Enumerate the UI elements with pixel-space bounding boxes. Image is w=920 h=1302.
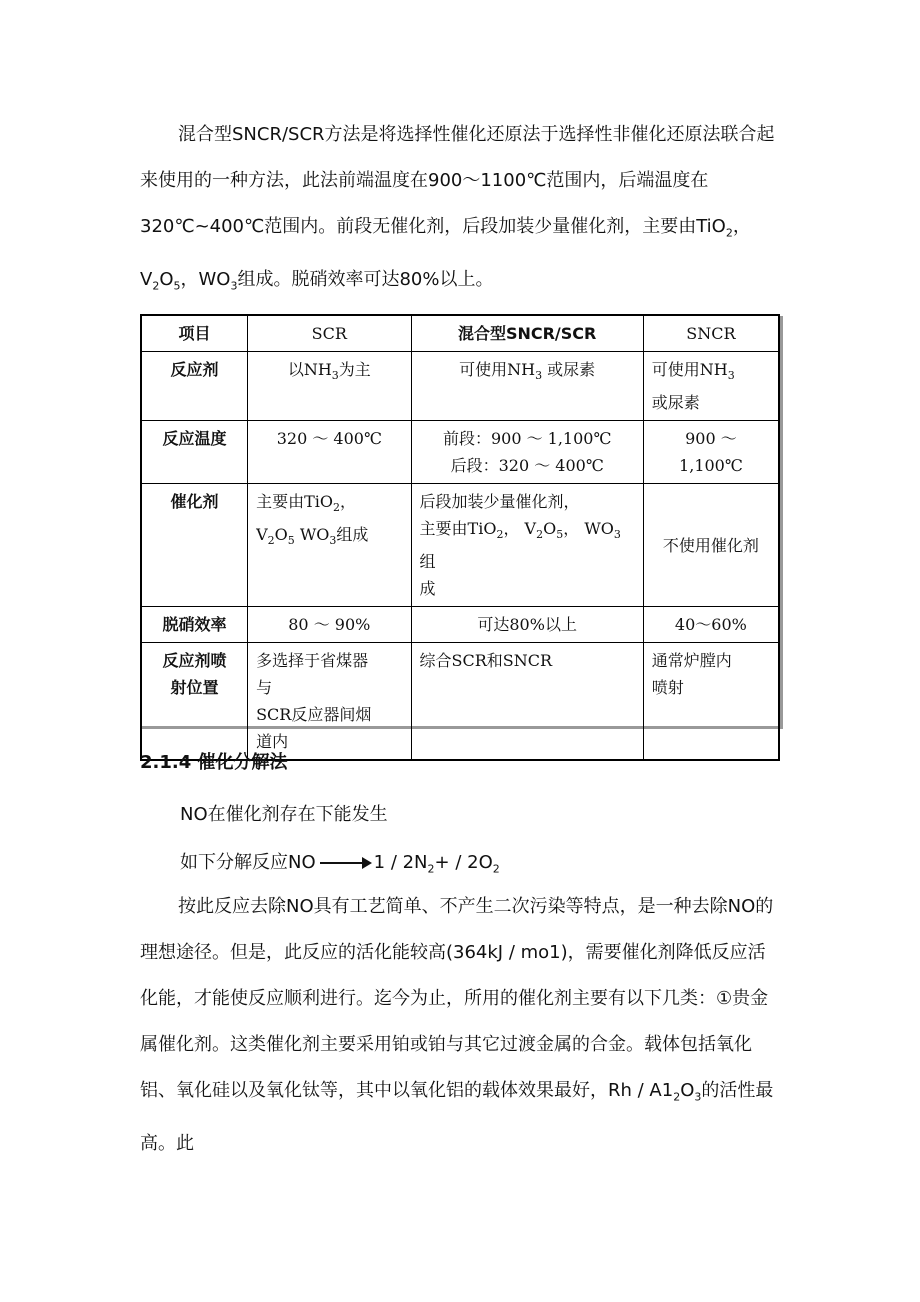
- header-hybrid: 混合型SNCR/SCR: [411, 315, 643, 352]
- table-cell: 后段加装少量催化剂， 主要由TiO$_2$， $V_2O_5$， $WO_3$组 成: [411, 484, 643, 607]
- table-cell: 可使用$NH_3$ 或尿素: [411, 352, 643, 421]
- table-row: [141, 421, 779, 484]
- table-row: [141, 352, 779, 421]
- table-cell: 通常炉膛内 喷射: [643, 643, 779, 761]
- intro-paragraph: 混合型SNCR/SCR方法是将选择性催化还原法于选择性非催化还原法联合起来使用的一种方法，此法前端温度在900～1100℃范围内，后端温度在320℃~400℃范围内。前段无催化剂，后段加装少量催化剂，主要由TiO$_2$，$V_2O_5$，$WO_3$组成。脱硝效率可达80%以上。: [140, 124, 775, 293]
- row-label: 催化剂: [141, 484, 248, 607]
- table-cell: 以$NH_3$为主: [248, 352, 411, 421]
- table-cell: 900 ～ 1,100℃: [643, 421, 779, 484]
- body-line-1: NO在催化剂存在下能发生: [180, 804, 388, 825]
- table-cell: 综合SCR和SNCR: [411, 643, 643, 761]
- comparison-table: [140, 314, 780, 761]
- row-label: 反应剂喷 射位置: [141, 643, 248, 761]
- table-cell: 可达80%以上: [411, 607, 643, 643]
- body-paragraph: 按此反应去除NO具有工艺简单、不产生二次污染等特点，是一种去除NO的理想途径。但是，此反应的活化能较高(364kJ / mo1)，需要催化剂降低反应活化能，才能使反应顺利进行。迄今为止，所用的催化剂主要有以下几类：①贵金属催化剂。这类催化剂主要采用铂或铂与其它过渡金属的合金。载体包括氧化铝、氧化硅以及氧化钛等，其中以氧化铝的载体效果最好，Rh / $A1_2O_3$的活性最高。此: [140, 896, 774, 1154]
- table-cell: 主要由TiO$_2$， $V_2O_5$ $WO_3$组成: [248, 484, 411, 607]
- row-label: 反应温度: [141, 421, 248, 484]
- table-cell: 多选择于省煤器 与 SCR反应器间烟 道内: [248, 643, 411, 761]
- arrow-icon: [320, 862, 370, 864]
- header-item: 项目: [141, 315, 248, 352]
- section-heading: 2.1.4 催化分解法: [140, 752, 288, 773]
- row-label: 脱硝效率: [141, 607, 248, 643]
- table-row: [141, 607, 779, 643]
- table-cell: 可使用$NH_3$ 或尿素: [643, 352, 779, 421]
- row-label: 反应剂: [141, 352, 248, 421]
- header-sncr: SNCR: [643, 315, 779, 352]
- header-scr: SCR: [248, 315, 411, 352]
- table-cell: 40～60%: [643, 607, 779, 643]
- table-shadow-right: [780, 316, 783, 728]
- table-cell: 80 ～ 90%: [248, 607, 411, 643]
- table-cell: 前段：900 ～ 1,100℃ 后段：320 ～ 400℃: [411, 421, 643, 484]
- table-row: [141, 643, 779, 761]
- table-cell: 不使用催化剂: [643, 484, 779, 607]
- table-header-row: [141, 315, 779, 352]
- reaction-equation: 如下分解反应NO $1 / 2N_2+ / 2O_2$: [180, 852, 500, 876]
- table-cell: 320 ～ 400℃: [248, 421, 411, 484]
- table-row: [141, 484, 779, 607]
